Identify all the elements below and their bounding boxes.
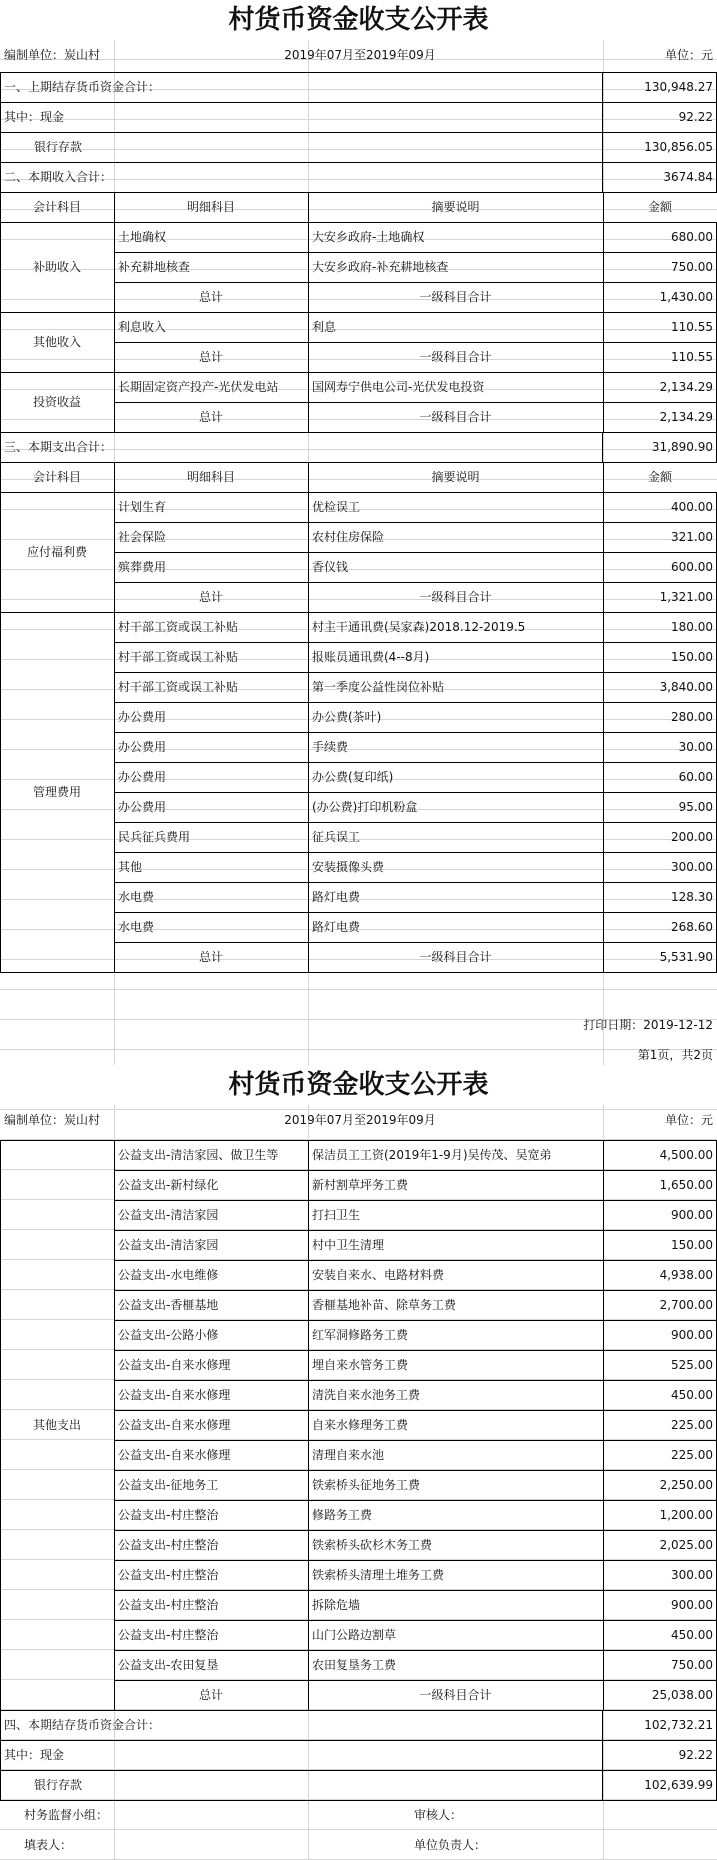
amount-cell: 150.00 bbox=[671, 1238, 713, 1252]
account-name: 补助收入 bbox=[32, 260, 81, 274]
unit-label: 编制单位：炭山村 bbox=[4, 1113, 101, 1127]
desc-cell: 清理自来水池 bbox=[312, 1448, 385, 1462]
expense-total-value: 31,890.90 bbox=[651, 440, 713, 454]
detail-cell: 办公费用 bbox=[118, 740, 167, 754]
desc-cell: 拆除危墙 bbox=[312, 1598, 361, 1612]
desc-cell: 优检误工 bbox=[312, 500, 361, 514]
desc-cell: 村主干通讯费(吴家森)2018.12-2019.5 bbox=[312, 620, 526, 634]
amount-header: 金额 bbox=[647, 200, 672, 214]
total-label: 总计 bbox=[198, 410, 223, 424]
desc-cell: 山门公路边割草 bbox=[312, 1628, 397, 1642]
amount-cell: 95.00 bbox=[678, 800, 713, 814]
detail-cell: 计划生育 bbox=[118, 500, 167, 514]
amount-cell: 750.00 bbox=[671, 260, 713, 274]
account-name: 其他支出 bbox=[32, 1418, 81, 1432]
desc-cell: 村中卫生清理 bbox=[312, 1238, 385, 1252]
desc-cell: 路灯电费 bbox=[312, 920, 361, 934]
total-amount: 110.55 bbox=[671, 350, 713, 364]
desc-cell: 办公费(茶叶) bbox=[312, 710, 382, 724]
amount-cell: 300.00 bbox=[671, 1568, 713, 1582]
total-amount: 5,531.90 bbox=[659, 950, 713, 964]
total-amount: 1,321.00 bbox=[659, 590, 713, 604]
account-header: 会计科目 bbox=[32, 200, 81, 214]
reviewer-label: 审核人： bbox=[414, 1808, 463, 1822]
amount-cell: 30.00 bbox=[678, 740, 713, 754]
opening-bank-label: 银行存款 bbox=[34, 140, 83, 154]
detail-cell: 公益支出-农田复垦 bbox=[118, 1658, 219, 1672]
total-desc: 一级科目合计 bbox=[419, 290, 492, 304]
amount-cell: 3,840.00 bbox=[659, 680, 713, 694]
detail-cell: 公益支出-清洁家园 bbox=[118, 1238, 219, 1252]
amount-cell: 1,650.00 bbox=[659, 1178, 713, 1192]
preparer-label: 填表人： bbox=[24, 1838, 73, 1852]
detail-cell: 公益支出-清洁家园 bbox=[118, 1208, 219, 1222]
amount-cell: 450.00 bbox=[671, 1628, 713, 1642]
opening-total-value: 130,948.27 bbox=[644, 80, 713, 94]
unit-label: 编制单位：炭山村 bbox=[4, 48, 101, 62]
total-label: 总计 bbox=[198, 590, 223, 604]
detail-cell: 水电费 bbox=[118, 920, 155, 934]
amount-cell: 180.00 bbox=[671, 620, 713, 634]
amount-cell: 2,250.00 bbox=[659, 1478, 713, 1492]
detail-cell: 长期固定资产投产-光伏发电站 bbox=[118, 380, 279, 394]
desc-cell: 新村割草坪务工费 bbox=[312, 1178, 409, 1192]
detail-cell: 公益支出-新村绿化 bbox=[118, 1178, 219, 1192]
amount-cell: 680.00 bbox=[671, 230, 713, 244]
detail-cell: 社会保险 bbox=[118, 530, 167, 544]
desc-cell: 红军洞修路务工费 bbox=[312, 1328, 409, 1342]
desc-cell: 安装自来水、电路材料费 bbox=[312, 1268, 445, 1282]
detail-cell: 利息收入 bbox=[118, 320, 167, 334]
amount-cell: 225.00 bbox=[671, 1448, 713, 1462]
amount-header: 金额 bbox=[647, 470, 672, 484]
amount-cell: 321.00 bbox=[671, 530, 713, 544]
page-title: 村货币资金收支公开表 bbox=[228, 5, 489, 35]
desc-cell: 国网寿宁供电公司-光伏发电投资 bbox=[312, 380, 485, 394]
desc-cell: 征兵误工 bbox=[312, 830, 361, 844]
detail-cell: 公益支出-村庄整治 bbox=[118, 1568, 219, 1582]
detail-cell: 公益支出-公路小修 bbox=[118, 1328, 219, 1342]
amount-cell: 1,200.00 bbox=[659, 1508, 713, 1522]
total-amount: 2,134.29 bbox=[659, 410, 713, 424]
desc-cell: 铁索桥头征地务工费 bbox=[312, 1478, 421, 1492]
total-amount: 25,038.00 bbox=[651, 1688, 713, 1702]
account-name: 投资收益 bbox=[32, 395, 81, 409]
amount-cell: 525.00 bbox=[671, 1358, 713, 1372]
opening-bank-value: 130,856.05 bbox=[644, 140, 713, 154]
expense-total-label: 三、本期支出合计： bbox=[4, 440, 113, 454]
detail-header: 明细科目 bbox=[186, 200, 235, 214]
currency-label: 单位：元 bbox=[664, 48, 713, 62]
amount-cell: 600.00 bbox=[671, 560, 713, 574]
detail-cell: 公益支出-征地务工 bbox=[118, 1478, 219, 1492]
detail-cell: 公益支出-清洁家园、做卫生等 bbox=[118, 1148, 279, 1162]
closing-cash-value: 92.22 bbox=[678, 1748, 713, 1762]
total-amount: 1,430.00 bbox=[659, 290, 713, 304]
opening-cash-value: 92.22 bbox=[678, 110, 713, 124]
desc-cell: 清洗自来水池务工费 bbox=[312, 1388, 421, 1402]
detail-cell: 村干部工资或误工补贴 bbox=[118, 650, 239, 664]
desc-cell: 手续费 bbox=[312, 740, 349, 754]
amount-cell: 225.00 bbox=[671, 1418, 713, 1432]
head-label: 单位负责人： bbox=[414, 1838, 487, 1852]
closing-bank-value: 102,639.99 bbox=[644, 1778, 713, 1792]
desc-cell: 路灯电费 bbox=[312, 890, 361, 904]
page-number: 第1页，共2页 bbox=[637, 1048, 713, 1062]
desc-cell: 办公费(复印纸) bbox=[312, 770, 394, 784]
detail-cell: 公益支出-自来水修理 bbox=[118, 1388, 231, 1402]
desc-cell: 农村住房保险 bbox=[312, 530, 385, 544]
detail-header: 明细科目 bbox=[186, 470, 235, 484]
detail-cell: 土地确权 bbox=[118, 230, 167, 244]
currency-label: 单位：元 bbox=[664, 1113, 713, 1127]
closing-total-value: 102,732.21 bbox=[644, 1718, 713, 1732]
amount-cell: 900.00 bbox=[671, 1598, 713, 1612]
desc-cell: 大安乡政府-土地确权 bbox=[312, 230, 425, 244]
desc-cell: 报账员通讯费(4--8月) bbox=[312, 650, 430, 664]
detail-cell: 公益支出-香榧基地 bbox=[118, 1298, 219, 1312]
amount-cell: 4,938.00 bbox=[659, 1268, 713, 1282]
detail-cell: 办公费用 bbox=[118, 710, 167, 724]
account-name: 应付福利费 bbox=[26, 545, 87, 559]
amount-cell: 200.00 bbox=[671, 830, 713, 844]
total-desc: 一级科目合计 bbox=[419, 590, 492, 604]
detail-cell: 村干部工资或误工补贴 bbox=[118, 620, 239, 634]
desc-header: 摘要说明 bbox=[431, 470, 480, 484]
amount-cell: 300.00 bbox=[671, 860, 713, 874]
total-desc: 一级科目合计 bbox=[419, 350, 492, 364]
total-desc: 一级科目合计 bbox=[419, 950, 492, 964]
desc-cell: 修路务工费 bbox=[312, 1508, 373, 1522]
amount-cell: 2,134.29 bbox=[659, 380, 713, 394]
desc-cell: 铁索桥头砍杉木务工费 bbox=[312, 1538, 433, 1552]
amount-cell: 150.00 bbox=[671, 650, 713, 664]
amount-cell: 110.55 bbox=[671, 320, 713, 334]
desc-header: 摘要说明 bbox=[431, 200, 480, 214]
supervision-label: 村务监督小组： bbox=[24, 1808, 109, 1822]
desc-cell: 农田复垦务工费 bbox=[312, 1658, 397, 1672]
amount-cell: 4,500.00 bbox=[659, 1148, 713, 1162]
detail-cell: 水电费 bbox=[118, 890, 155, 904]
total-desc: 一级科目合计 bbox=[419, 410, 492, 424]
closing-total-label: 四、本期结存货币资金合计： bbox=[4, 1718, 161, 1732]
desc-cell: 安装摄像头费 bbox=[312, 860, 385, 874]
detail-cell: 民兵征兵费用 bbox=[118, 830, 191, 844]
total-label: 总计 bbox=[198, 1688, 223, 1702]
desc-cell: 打扫卫生 bbox=[312, 1208, 361, 1222]
amount-cell: 750.00 bbox=[671, 1658, 713, 1672]
amount-cell: 900.00 bbox=[671, 1208, 713, 1222]
account-name: 其他收入 bbox=[32, 335, 81, 349]
detail-cell: 公益支出-自来水修理 bbox=[118, 1448, 231, 1462]
income-total-value: 3674.84 bbox=[663, 170, 713, 184]
total-label: 总计 bbox=[198, 290, 223, 304]
page-title: 村货币资金收支公开表 bbox=[228, 1070, 489, 1100]
closing-cash-label: 其中：现金 bbox=[4, 1748, 65, 1762]
detail-cell: 殡葬费用 bbox=[118, 560, 167, 574]
amount-cell: 268.60 bbox=[671, 920, 713, 934]
detail-cell: 公益支出-自来水修理 bbox=[118, 1418, 231, 1432]
desc-cell: 铁索桥头清理土堆务工费 bbox=[312, 1568, 445, 1582]
closing-bank-label: 银行存款 bbox=[34, 1778, 83, 1792]
detail-cell: 村干部工资或误工补贴 bbox=[118, 680, 239, 694]
desc-cell: 埋自来水管务工费 bbox=[312, 1358, 409, 1372]
detail-cell: 公益支出-水电维修 bbox=[118, 1268, 219, 1282]
desc-cell: 保洁员工工资(2019年1-9月)吴传茂、吴宽弟 bbox=[312, 1148, 552, 1162]
detail-cell: 公益支出-村庄整治 bbox=[118, 1628, 219, 1642]
desc-cell: 第一季度公益性岗位补贴 bbox=[312, 680, 445, 694]
detail-cell: 补充耕地核查 bbox=[118, 260, 191, 274]
amount-cell: 400.00 bbox=[671, 500, 713, 514]
print-date: 打印日期：2019-12-12 bbox=[583, 1018, 713, 1032]
income-total-label: 二、本期收入合计： bbox=[4, 170, 113, 184]
desc-cell: 香榧基地补苗、除草务工费 bbox=[312, 1298, 457, 1312]
amount-cell: 2,025.00 bbox=[659, 1538, 713, 1552]
period-label: 2019年07月至2019年09月 bbox=[284, 48, 436, 62]
detail-cell: 公益支出-村庄整治 bbox=[118, 1598, 219, 1612]
opening-total-label: 一、上期结存货币资金合计： bbox=[4, 80, 161, 94]
desc-cell: 大安乡政府-补充耕地核查 bbox=[312, 260, 449, 274]
detail-cell: 办公费用 bbox=[118, 770, 167, 784]
detail-cell: 公益支出-村庄整治 bbox=[118, 1508, 219, 1522]
amount-cell: 280.00 bbox=[671, 710, 713, 724]
desc-cell: 利息 bbox=[312, 320, 337, 334]
total-label: 总计 bbox=[198, 950, 223, 964]
total-label: 总计 bbox=[198, 350, 223, 364]
account-name: 管理费用 bbox=[32, 785, 81, 799]
period-label: 2019年07月至2019年09月 bbox=[284, 1113, 436, 1127]
detail-cell: 办公费用 bbox=[118, 800, 167, 814]
desc-cell: (办公费)打印机粉盒 bbox=[312, 800, 418, 814]
total-desc: 一级科目合计 bbox=[419, 1688, 492, 1702]
detail-cell: 其他 bbox=[118, 860, 143, 874]
amount-cell: 450.00 bbox=[671, 1388, 713, 1402]
desc-cell: 香仪钱 bbox=[312, 560, 349, 574]
detail-cell: 公益支出-村庄整治 bbox=[118, 1538, 219, 1552]
desc-cell: 自来水修理务工费 bbox=[312, 1418, 409, 1432]
amount-cell: 900.00 bbox=[671, 1328, 713, 1342]
amount-cell: 128.30 bbox=[671, 890, 713, 904]
detail-cell: 公益支出-自来水修理 bbox=[118, 1358, 231, 1372]
amount-cell: 2,700.00 bbox=[659, 1298, 713, 1312]
opening-cash-label: 其中：现金 bbox=[4, 110, 65, 124]
amount-cell: 60.00 bbox=[678, 770, 713, 784]
account-header: 会计科目 bbox=[32, 470, 81, 484]
